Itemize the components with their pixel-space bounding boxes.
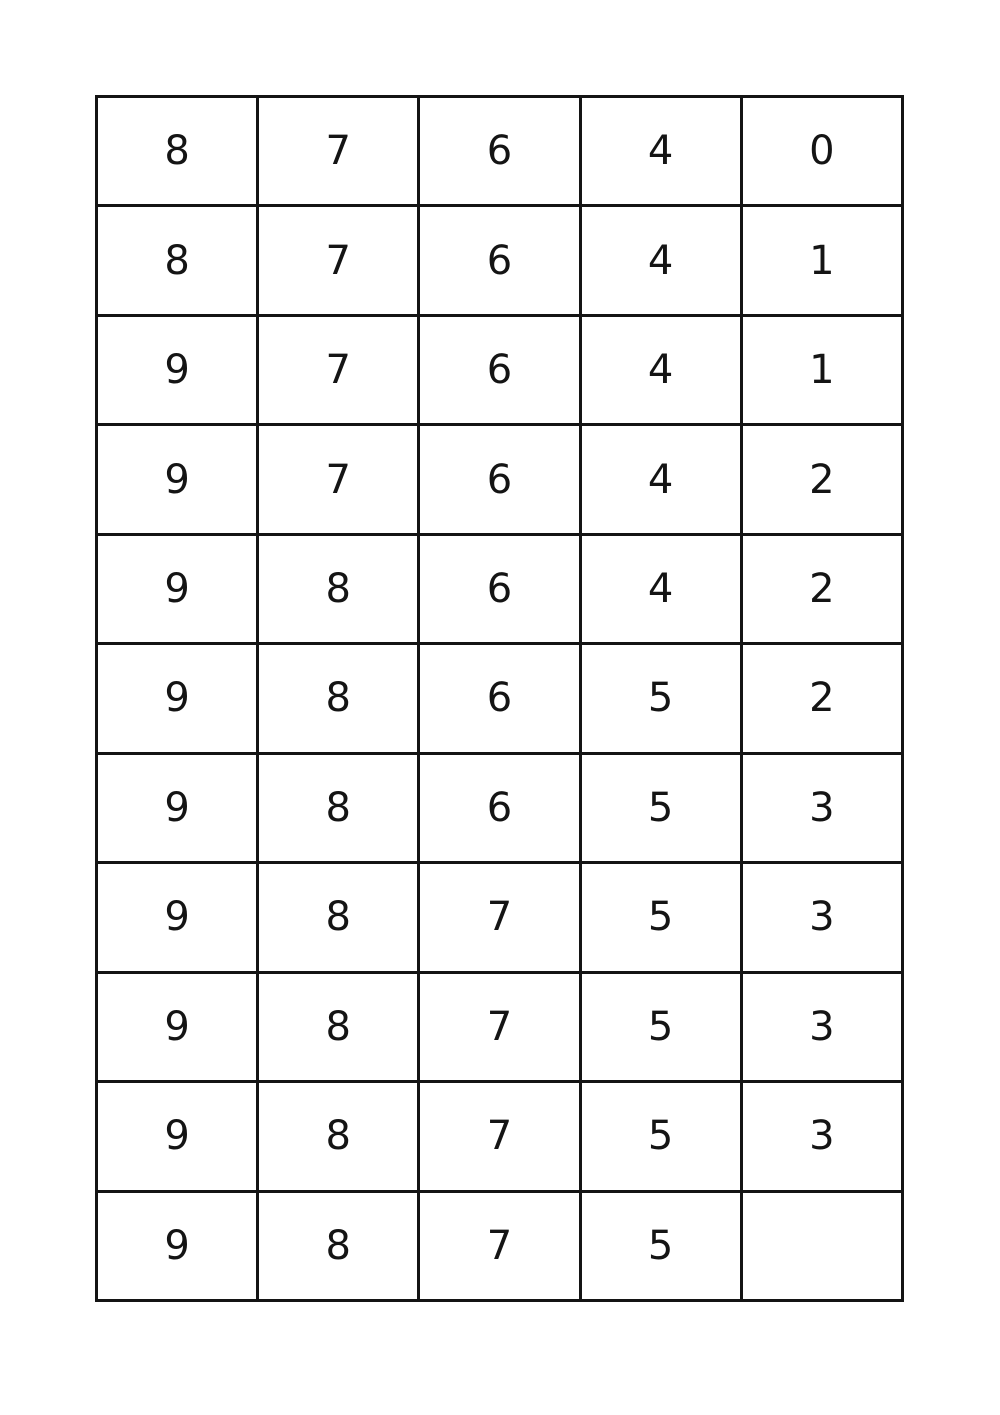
table-cell: 7 bbox=[419, 863, 580, 972]
table-row bbox=[97, 753, 903, 862]
table-cell: 0 bbox=[741, 97, 902, 206]
table-cell: 8 bbox=[258, 972, 419, 1081]
table-cell: 7 bbox=[419, 972, 580, 1081]
table-cell bbox=[741, 1191, 902, 1300]
table-row bbox=[97, 534, 903, 643]
table-row bbox=[97, 206, 903, 315]
table-cell: 4 bbox=[580, 97, 741, 206]
table-cell: 9 bbox=[97, 315, 258, 424]
table-cell: 9 bbox=[97, 863, 258, 972]
table-cell: 2 bbox=[741, 644, 902, 753]
digits-table bbox=[95, 95, 904, 1302]
table-cell: 3 bbox=[741, 972, 902, 1081]
table-cell: 1 bbox=[741, 315, 902, 424]
table-row bbox=[97, 972, 903, 1081]
table-cell: 9 bbox=[97, 1191, 258, 1300]
table-cell: 4 bbox=[580, 425, 741, 534]
table-cell: 6 bbox=[419, 425, 580, 534]
table-cell: 8 bbox=[258, 753, 419, 862]
table-cell: 7 bbox=[258, 315, 419, 424]
table-cell: 7 bbox=[258, 206, 419, 315]
table-cell: 8 bbox=[97, 206, 258, 315]
table-cell: 7 bbox=[258, 97, 419, 206]
table-cell: 3 bbox=[741, 1082, 902, 1191]
table-row bbox=[97, 863, 903, 972]
table-cell: 8 bbox=[258, 534, 419, 643]
table-cell: 9 bbox=[97, 534, 258, 643]
table-cell: 8 bbox=[258, 644, 419, 753]
table-row bbox=[97, 315, 903, 424]
table-cell: 8 bbox=[97, 97, 258, 206]
table-cell: 9 bbox=[97, 425, 258, 534]
table-row bbox=[97, 1082, 903, 1191]
digits-table-body bbox=[97, 97, 903, 1301]
table-cell: 5 bbox=[580, 1082, 741, 1191]
table-cell: 4 bbox=[580, 534, 741, 643]
table-cell: 9 bbox=[97, 644, 258, 753]
table-cell: 9 bbox=[97, 1082, 258, 1191]
table-cell: 5 bbox=[580, 1191, 741, 1300]
table-cell: 6 bbox=[419, 97, 580, 206]
table-cell: 6 bbox=[419, 206, 580, 315]
table-cell: 4 bbox=[580, 206, 741, 315]
table-row bbox=[97, 644, 903, 753]
table-cell: 9 bbox=[97, 972, 258, 1081]
table-cell: 5 bbox=[580, 644, 741, 753]
table-cell: 5 bbox=[580, 863, 741, 972]
table-cell: 5 bbox=[580, 753, 741, 862]
table-cell: 4 bbox=[580, 315, 741, 424]
table-row bbox=[97, 1191, 903, 1300]
table-cell: 7 bbox=[419, 1191, 580, 1300]
table-cell: 1 bbox=[741, 206, 902, 315]
table-cell: 2 bbox=[741, 425, 902, 534]
table-cell: 5 bbox=[580, 972, 741, 1081]
table-cell: 2 bbox=[741, 534, 902, 643]
table-cell: 6 bbox=[419, 534, 580, 643]
table-cell: 8 bbox=[258, 863, 419, 972]
table-cell: 6 bbox=[419, 753, 580, 862]
table-cell: 6 bbox=[419, 644, 580, 753]
table-cell: 8 bbox=[258, 1191, 419, 1300]
table-cell: 7 bbox=[419, 1082, 580, 1191]
table-cell: 8 bbox=[258, 1082, 419, 1191]
table-row bbox=[97, 425, 903, 534]
table-cell: 3 bbox=[741, 863, 902, 972]
table-cell: 3 bbox=[741, 753, 902, 862]
table-row bbox=[97, 97, 903, 206]
table-cell: 6 bbox=[419, 315, 580, 424]
table-cell: 7 bbox=[258, 425, 419, 534]
table-cell: 9 bbox=[97, 753, 258, 862]
